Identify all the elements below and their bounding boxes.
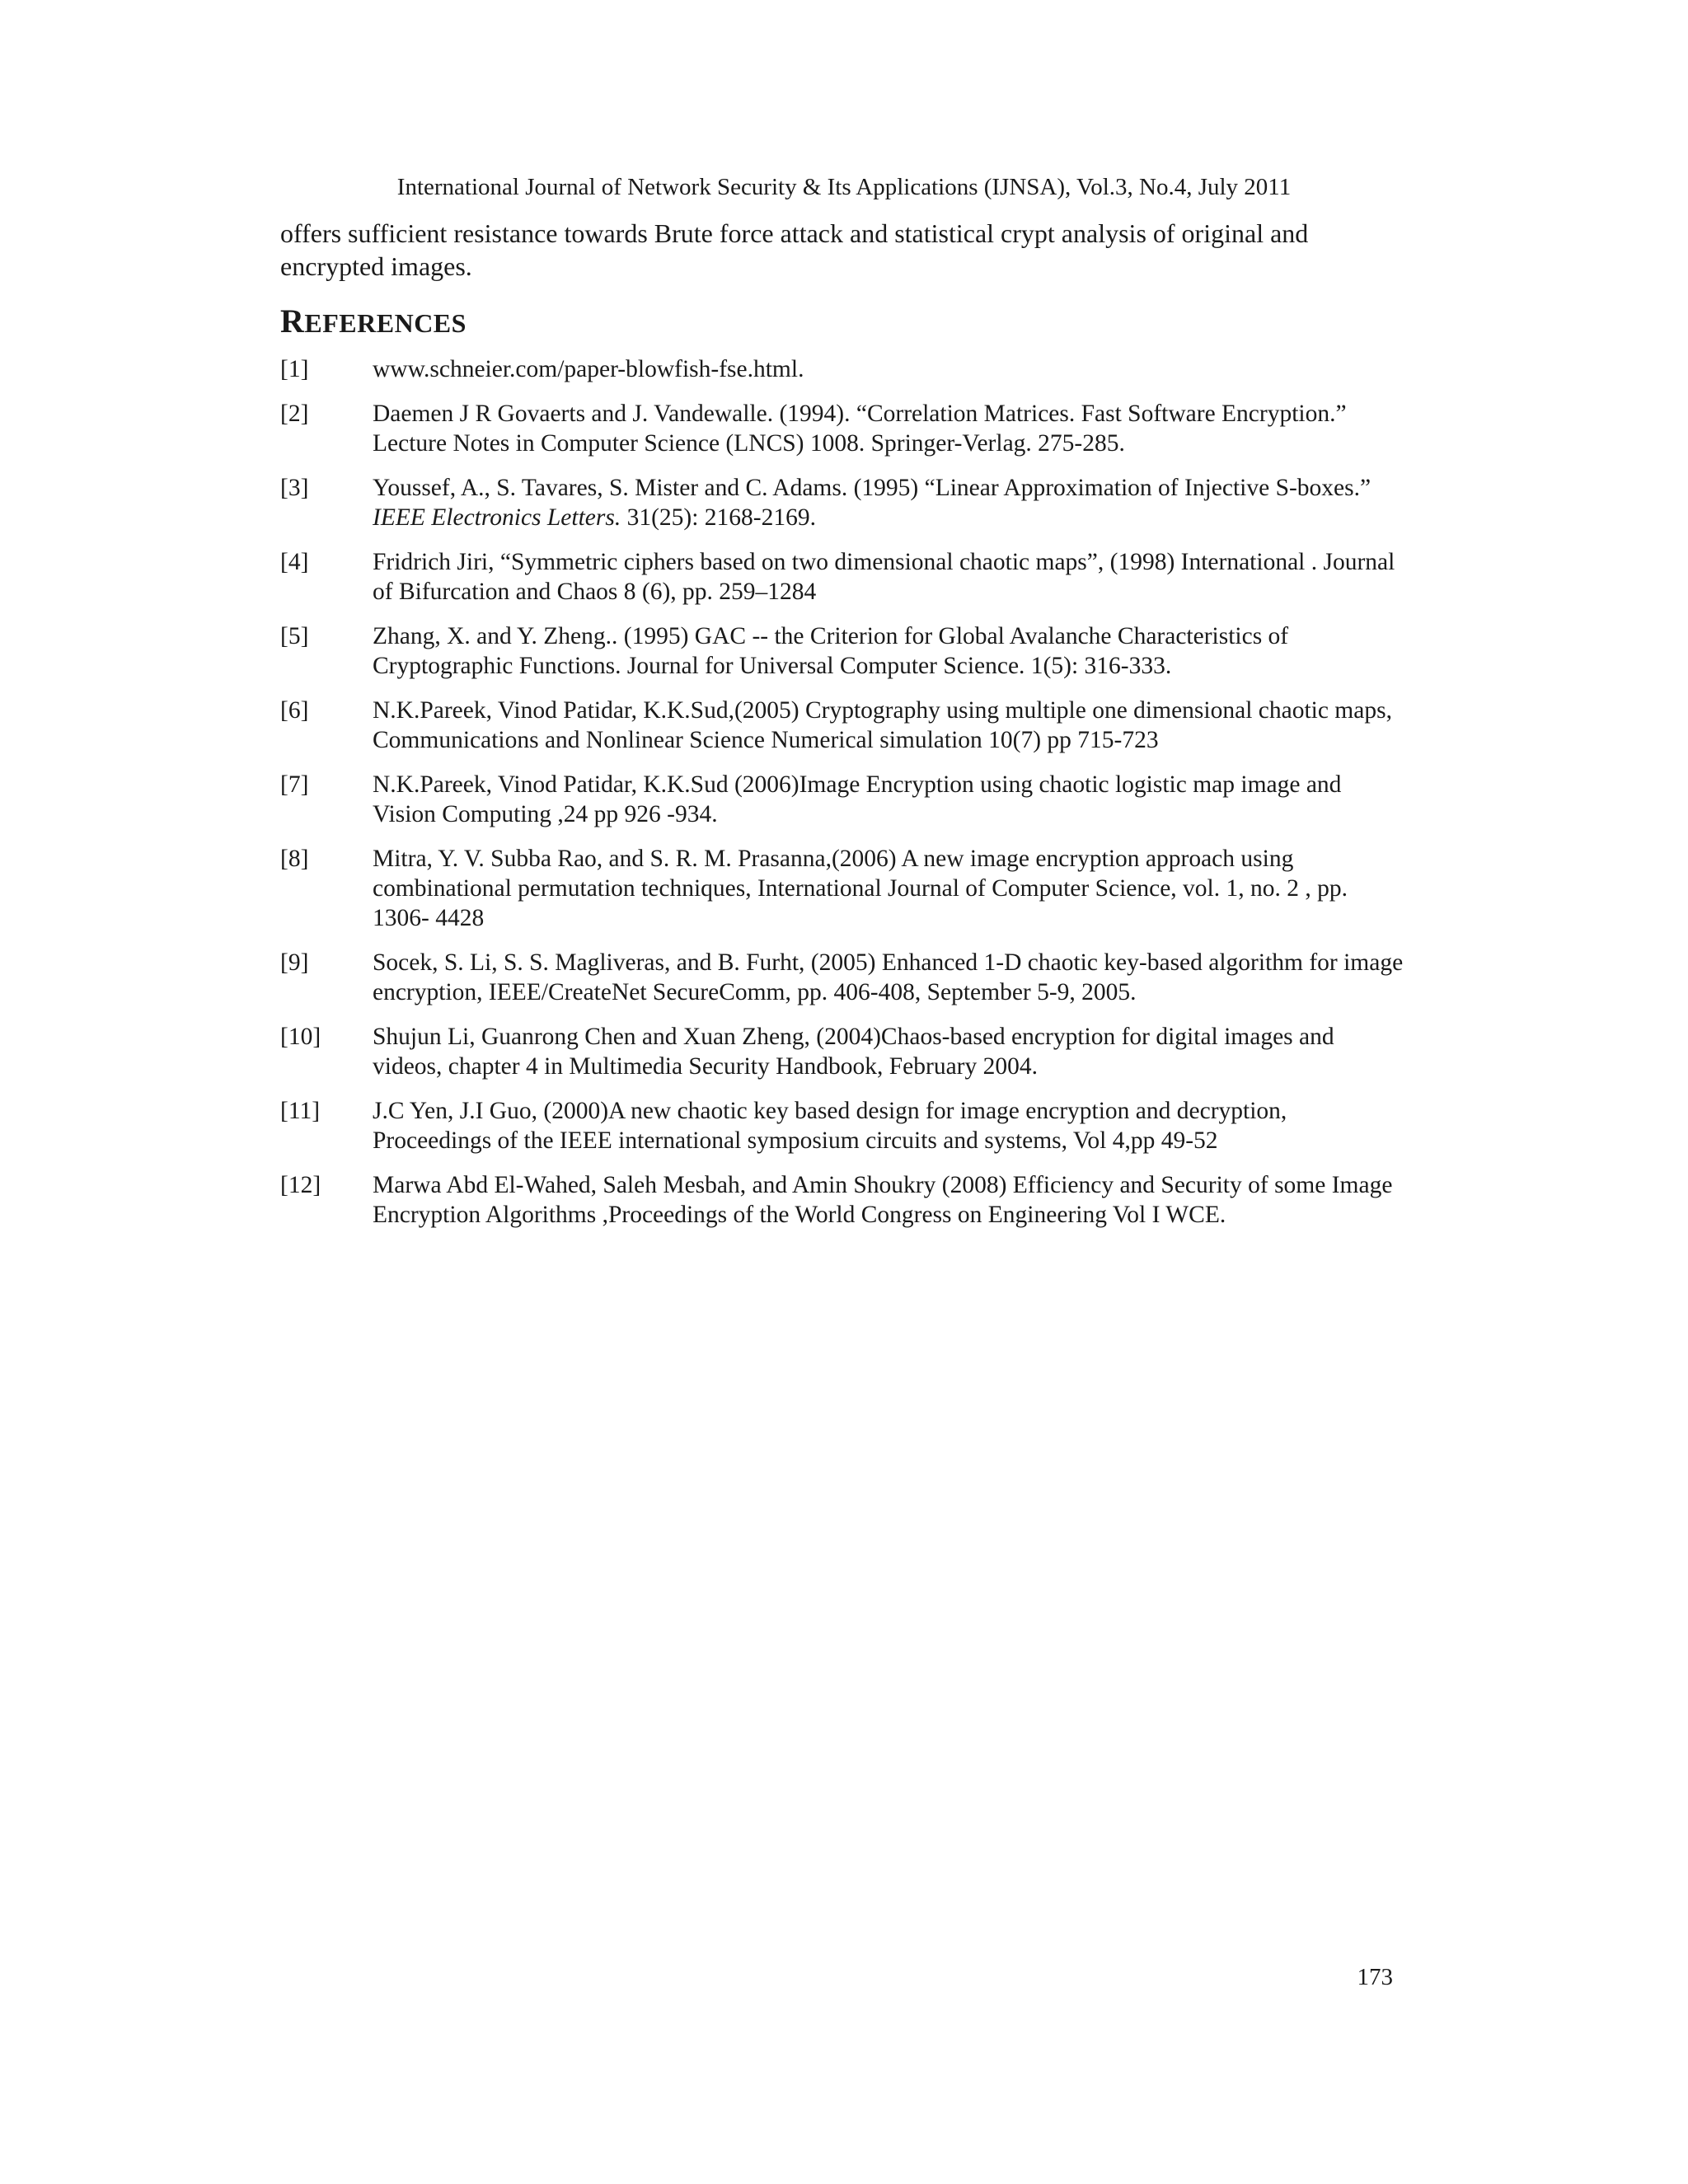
references-heading-rest: EFERENCES: [304, 308, 467, 338]
reference-number: [2]: [280, 401, 309, 427]
reference-citation: Fridrich Jiri, “Symmetric ciphers based on two dimensional chaotic maps”, (1998) International . Journal of Bifurcation and Chaos 8 (6), pp. 259–1284: [373, 549, 1395, 605]
reference-citation: Shujun Li, Guanrong Chen and Xuan Zheng, (2004)Chaos-based encryption for digital images and videos, chapter 4 in Multimedia Security Handbook, February 2004.: [373, 1024, 1334, 1080]
reference-number: [12]: [280, 1172, 321, 1198]
reference-item: [280, 399, 1409, 458]
reference-item: [280, 1170, 1409, 1230]
reference-text: [373, 948, 1409, 1007]
body-paragraph: offers sufficient resistance towards Brute force attack and statistical crypt analysis of original and encrypted images.: [280, 218, 1309, 281]
reference-citation: Socek, S. Li, S. S. Magliveras, and B. Furht, (2005) Enhanced 1-D chaotic key-based algorithm for image encryption, IEEE/CreateNet SecureComm, pp. 406-408, September 5-9, 2005.: [373, 949, 1404, 1005]
reference-text: [373, 1170, 1409, 1230]
reference-item: [280, 473, 1409, 532]
reference-citation: Daemen J R Govaerts and J. Vandewalle. (1994). “Correlation Matrices. Fast Software Encryption.” Lecture Notes in Computer Science (LNCS) 1008. Springer-Verlag. 275-285.: [373, 401, 1347, 457]
reference-list: [280, 354, 1409, 1244]
references-heading: [280, 302, 467, 343]
reference-item: [280, 770, 1409, 829]
reference-text: [373, 770, 1409, 829]
reference-number: [4]: [280, 549, 309, 575]
reference-journal-title: IEEE Electronics Letters.: [373, 504, 621, 531]
reference-text: [373, 473, 1409, 532]
reference-text: [373, 547, 1409, 607]
reference-citation: N.K.Pareek, Vinod Patidar, K.K.Sud (2006)Image Encryption using chaotic logistic map image and Vision Computing ,24 pp 926 -934.: [373, 771, 1342, 827]
page-number: 173: [1357, 1964, 1393, 1990]
reference-citation: J.C Yen, J.I Guo, (2000)A new chaotic key based design for image encryption and decryption, Proceedings of the IEEE international symposium circuits and systems, Vol 4,pp 49-52: [373, 1098, 1287, 1154]
reference-item: [280, 948, 1409, 1007]
reference-number: [8]: [280, 846, 309, 872]
reference-citation: Mitra, Y. V. Subba Rao, and S. R. M. Prasanna,(2006) A new image encryption approach using combinational permutation techniques, International Journal of Computer Science, vol. 1, no. 2 , pp. 1306- 4428: [373, 846, 1348, 931]
reference-citation: Youssef, A., S. Tavares, S. Mister and C. Adams. (1995) “Linear Approximation of Injective S-boxes.”: [373, 475, 1372, 501]
reference-text: [373, 696, 1409, 755]
reference-number: [10]: [280, 1024, 321, 1050]
reference-text: [373, 844, 1409, 933]
reference-item: [280, 354, 1409, 384]
reference-item: [280, 1022, 1409, 1081]
reference-citation: N.K.Pareek, Vinod Patidar, K.K.Sud,(2005) Cryptography using multiple one dimensional chaotic maps, Communications and Nonlinear Science Numerical simulation 10(7) pp 715-723: [373, 697, 1392, 753]
reference-citation: Zhang, X. and Y. Zheng.. (1995) GAC -- the Criterion for Global Avalanche Characteristics of Cryptographic Functions. Journal for Universal Computer Science. 1(5): 316-333.: [373, 623, 1289, 679]
reference-citation: Marwa Abd El-Wahed, Saleh Mesbah, and Amin Shoukry (2008) Efficiency and Security of some Image Encryption Algorithms ,Proceedings of the World Congress on Engineering Vol I WCE.: [373, 1172, 1393, 1228]
reference-item: [280, 1096, 1409, 1155]
references-heading-initial: R: [280, 302, 305, 340]
reference-text: [373, 1096, 1409, 1155]
reference-number: [3]: [280, 475, 309, 501]
reference-text: [373, 354, 1409, 384]
reference-text: [373, 1022, 1409, 1081]
reference-number: [9]: [280, 949, 309, 976]
reference-citation: www.schneier.com/paper-blowfish-fse.html.: [373, 356, 804, 382]
reference-number: [6]: [280, 697, 309, 724]
running-header: International Journal of Network Security & Its Applications (IJNSA), Vol.3, No.4, July 2011: [396, 174, 1292, 200]
reference-text: [373, 621, 1409, 681]
reference-item: [280, 547, 1409, 607]
reference-number: [5]: [280, 623, 309, 649]
reference-number: [11]: [280, 1098, 321, 1124]
reference-item: [280, 844, 1409, 933]
reference-number: [1]: [280, 356, 309, 382]
reference-item: [280, 621, 1409, 681]
reference-citation-tail: 31(25): 2168-2169.: [621, 504, 817, 531]
reference-item: [280, 696, 1409, 755]
reference-number: [7]: [280, 771, 309, 798]
reference-text: [373, 399, 1409, 458]
